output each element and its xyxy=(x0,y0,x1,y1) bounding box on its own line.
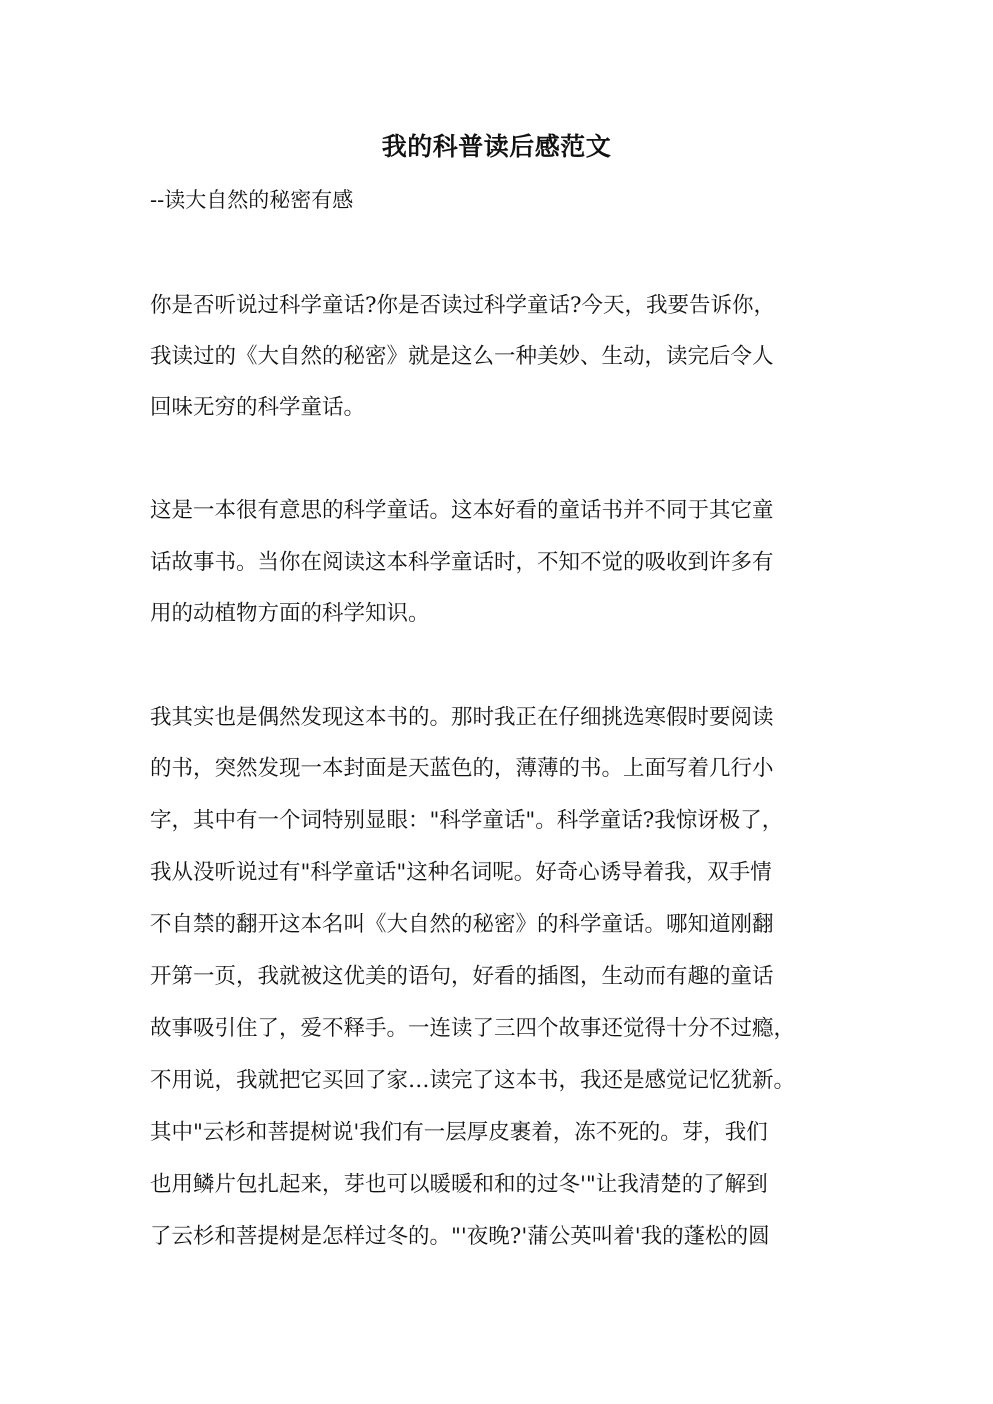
paragraph-3-line-1: 我其实也是偶然发现这本书的。那时我正在仔细挑选寒假时要阅读 xyxy=(150,705,774,730)
paragraph-2-line-3: 用的动植物方面的科学知识。 xyxy=(150,601,430,626)
paragraph-3-line-3: 字，其中有一个词特别显眼："科学童话"。科学童话?我惊讶极了， xyxy=(150,808,784,833)
paragraph-3-line-5: 不自禁的翻开这本名叫《大自然的秘密》的科学童话。哪知道刚翻 xyxy=(150,912,774,937)
paragraph-3-line-10: 也用鳞片包扎起来，芽也可以暖暖和和的过冬'"让我清楚的了解到 xyxy=(150,1172,768,1197)
paragraph-3-line-7: 故事吸引住了，爱不释手。一连读了三四个故事还觉得十分不过瘾， xyxy=(150,1016,796,1041)
paragraph-3-line-4: 我从没听说过有"科学童话"这种名词呢。好奇心诱导着我，双手情 xyxy=(150,860,772,885)
paragraph-1-line-3: 回味无穷的科学童话。 xyxy=(150,395,366,420)
paragraph-3-line-9: 其中"云杉和菩提树说'我们有一层厚皮裹着，冻不死的。芽，我们 xyxy=(150,1120,768,1145)
paragraph-3-line-2: 的书，突然发现一本封面是天蓝色的，薄薄的书。上面写着几行小 xyxy=(150,756,774,781)
paragraph-3-line-6: 开第一页，我就被这优美的语句，好看的插图，生动而有趣的童话 xyxy=(150,964,774,989)
paragraph-1-line-1: 你是否听说过科学童话?你是否读过科学童话?今天，我要告诉你， xyxy=(150,293,776,318)
document-subtitle: --读大自然的秘密有感 xyxy=(150,188,354,212)
document-title: 我的科普读后感范文 xyxy=(381,132,612,161)
paragraph-1-line-2: 我读过的《大自然的秘密》就是这么一种美妙、生动，读完后令人 xyxy=(150,344,774,369)
paragraph-2-line-1: 这是一本很有意思的科学童话。这本好看的童话书并不同于其它童 xyxy=(150,498,774,523)
paragraph-3-line-11: 了云杉和菩提树是怎样过冬的。"'夜晚?'蒲公英叫着'我的蓬松的圆 xyxy=(150,1224,770,1249)
paragraph-2-line-2: 话故事书。当你在阅读这本科学童话时，不知不觉的吸收到许多有 xyxy=(150,550,774,575)
paragraph-3-line-8: 不用说，我就把它买回了家…读完了这本书，我还是感觉记忆犹新。 xyxy=(150,1068,796,1093)
